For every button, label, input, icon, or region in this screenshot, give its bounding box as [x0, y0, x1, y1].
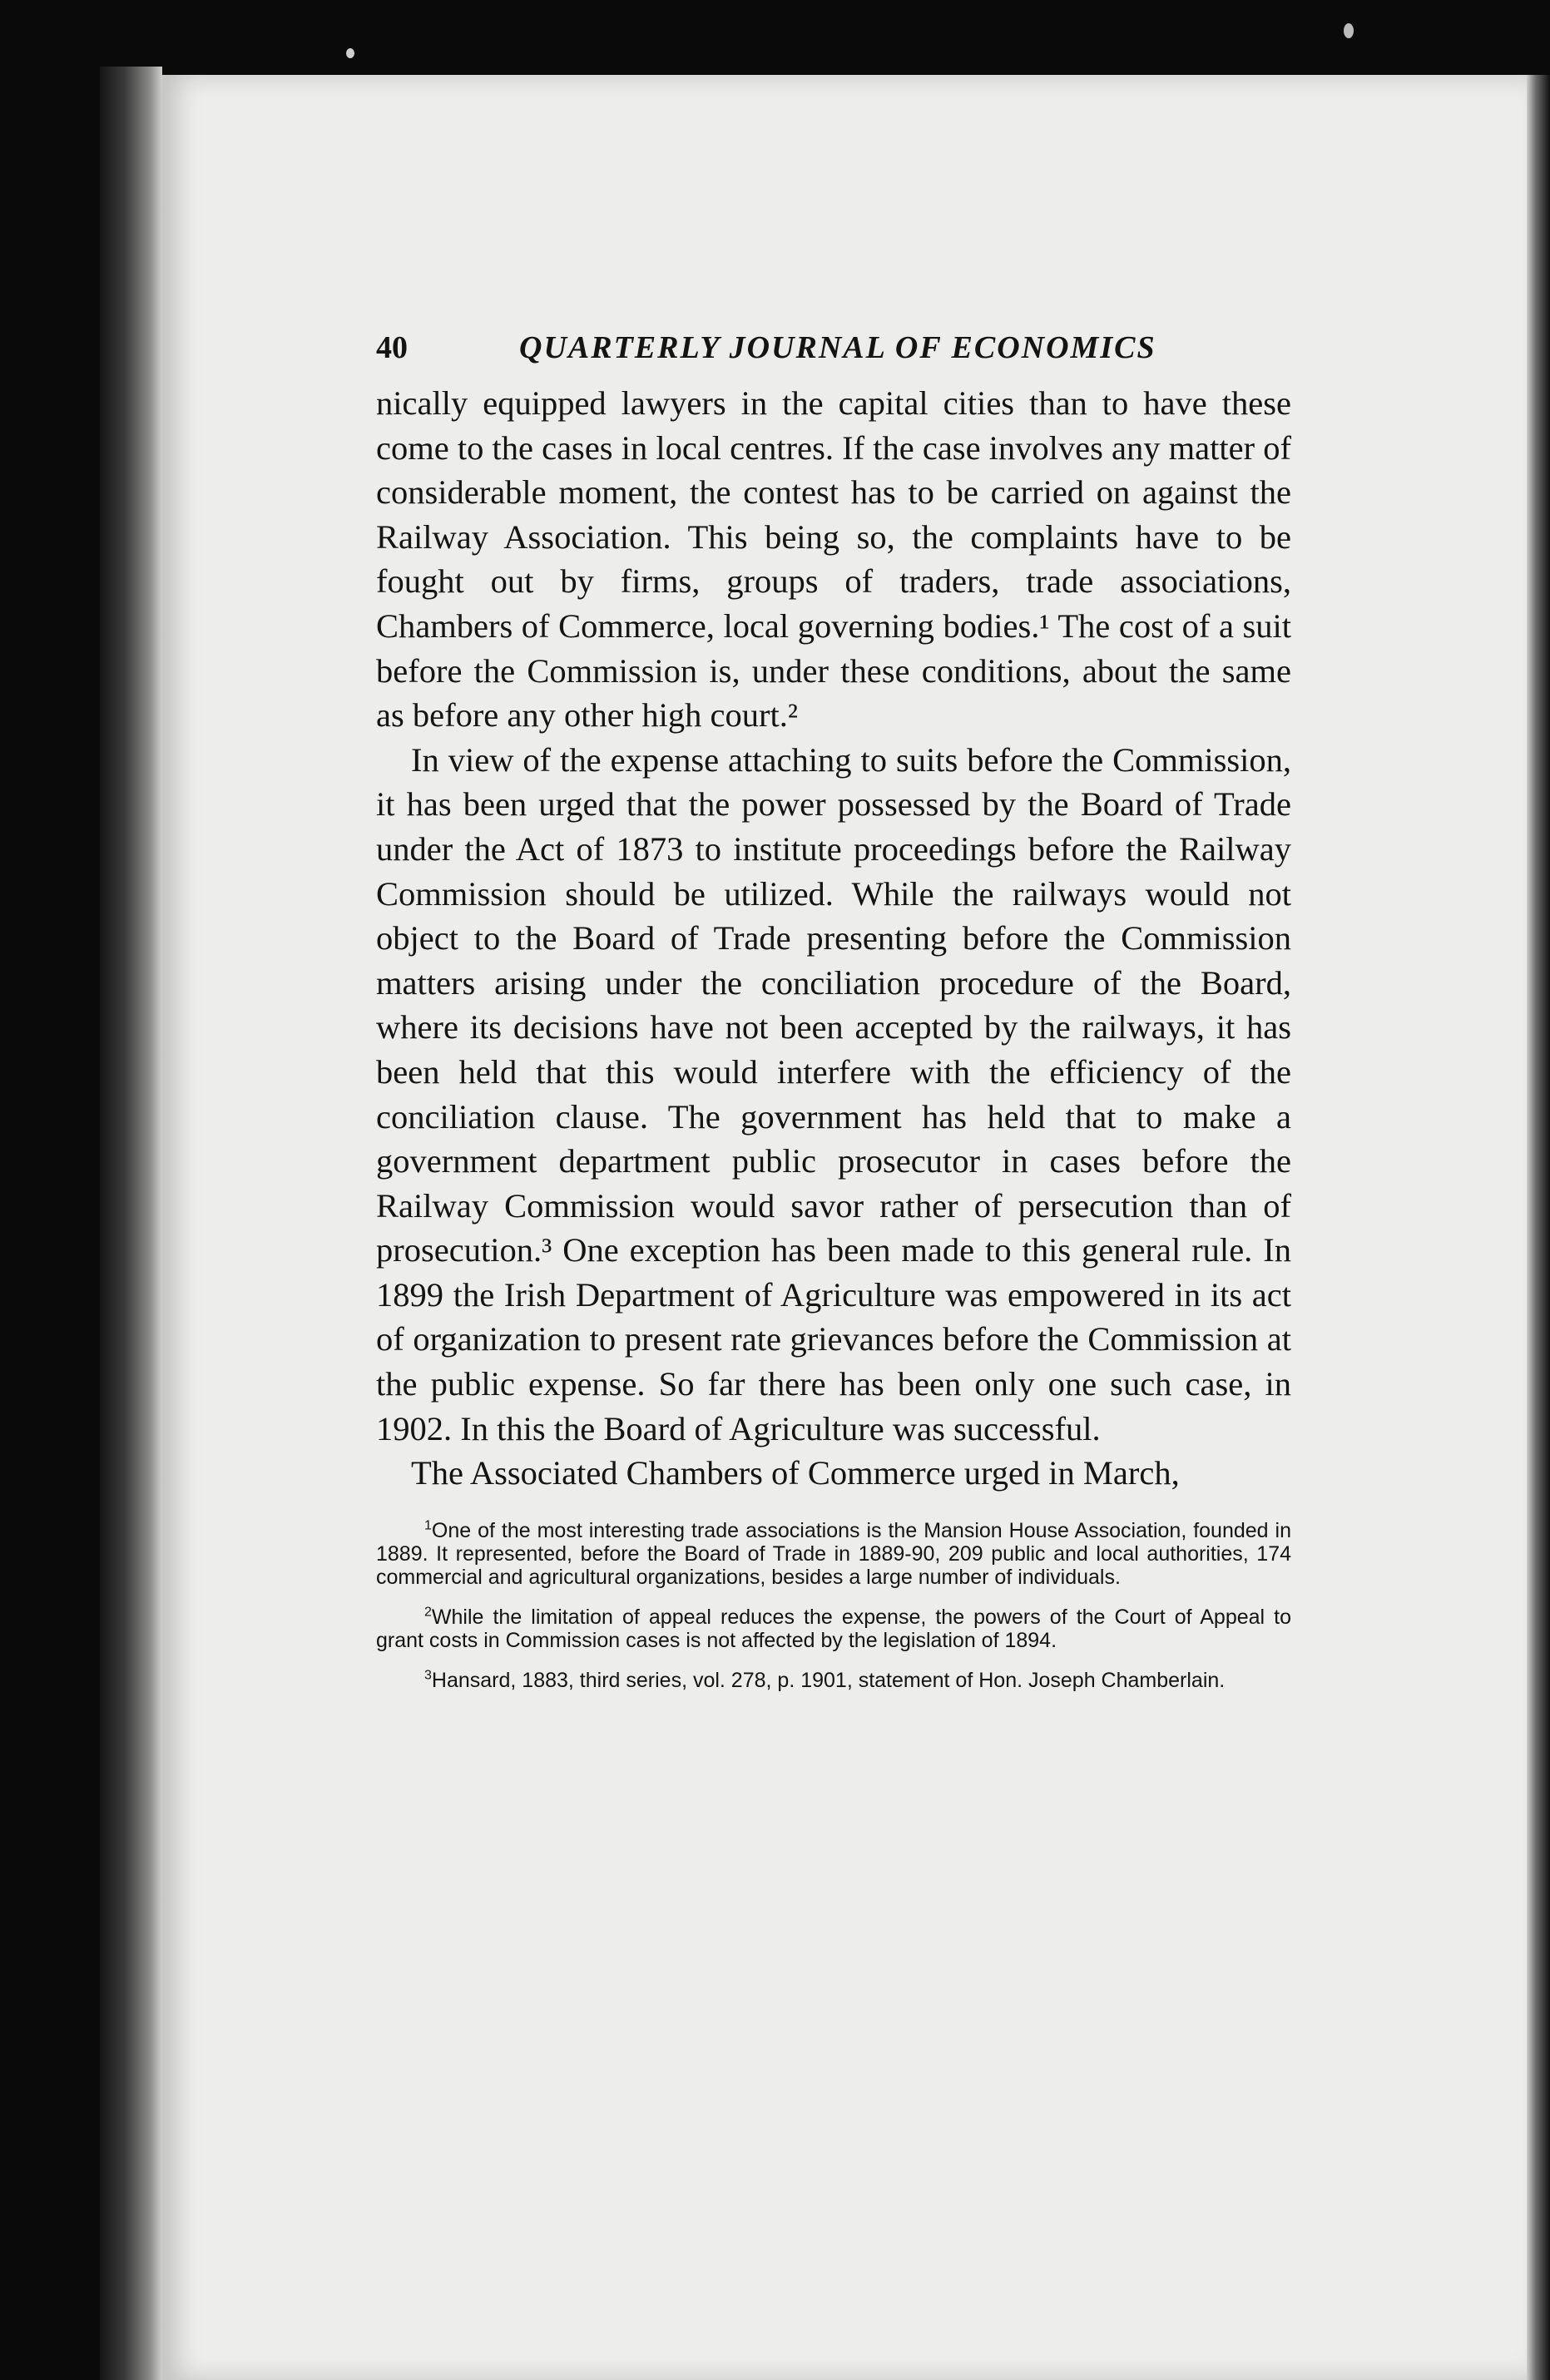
page-number: 40: [376, 330, 408, 365]
running-head: [376, 323, 1291, 373]
paragraph: In view of the expense attaching to suits before the Commission, it has been urged that the power possessed by the Board of Trade under the Act of 1873 to institute proceedings before the Railway Commission should be utilized. While the railways would not object to the Board of Trade presenting before the Commission matters arising under the conciliation procedure of the Board, where its decisions have not been accepted by the railways, it has been held that this would interfere with the efficiency of the conciliation clause. The government has held that to make a government department public prosecutor in cases before the Railway Commission would savor rather of persecution than of prosecution.³ One exception has been made to this general rule. In 1899 the Irish Department of Agriculture was empowered in its act of organization to present rate grievances before the Commission at the public expense. So far there has been only one such case, in 1902. In this the Board of Agriculture was successful.: [376, 740, 1291, 1447]
footnote: [376, 1519, 1291, 1589]
footnote: [376, 1606, 1291, 1652]
body-text: [376, 381, 1291, 1496]
footnote-text: Hansard, 1883, third series, vol. 278, p. 1901, statement of Hon. Joseph Chamberlain.: [431, 1668, 1226, 1692]
footnotes: [376, 1519, 1291, 1692]
page-edge-left: [100, 67, 162, 2380]
dust-speck: [346, 48, 354, 58]
footnote-mark: 1: [424, 1518, 432, 1533]
footnote: [376, 1669, 1291, 1692]
footnote-mark: 2: [424, 1605, 432, 1620]
footnote-mark: 3: [424, 1668, 432, 1683]
footnote-text: While the limitation of appeal reduces the expense, the powers of the Court of Appeal to grant costs in Commission cases is not affected by the legislation of 1894.: [376, 1605, 1291, 1652]
page-content: [376, 323, 1291, 1709]
page-binding-right: [1527, 75, 1550, 2380]
journal-title: QUARTERLY JOURNAL OF ECONOMICS: [519, 330, 1156, 365]
dust-speck: [1344, 23, 1354, 38]
footnote-text: One of the most interesting trade associations is the Mansion House Association, founded in 1889. It represented, before the Board of Trade in 1889-90, 209 public and local authorities, 174 commercial and agricultural organizations, besides a large number of individuals.: [376, 1518, 1291, 1589]
paragraph: nically equipped lawyers in the capital cities than to have these come to the cases in local centres. If the case involves any matter of considerable moment, the contest has to be carried on against the Railway Association. This being so, the complaints have to be fought out by firms, groups of traders, trade associations, Chambers of Commerce, local governing bodies.¹ The cost of a suit before the Commission is, under these conditions, about the same as before any other high court.²: [376, 384, 1291, 735]
paragraph: The Associated Chambers of Commerce urged in March,: [411, 1454, 1180, 1492]
